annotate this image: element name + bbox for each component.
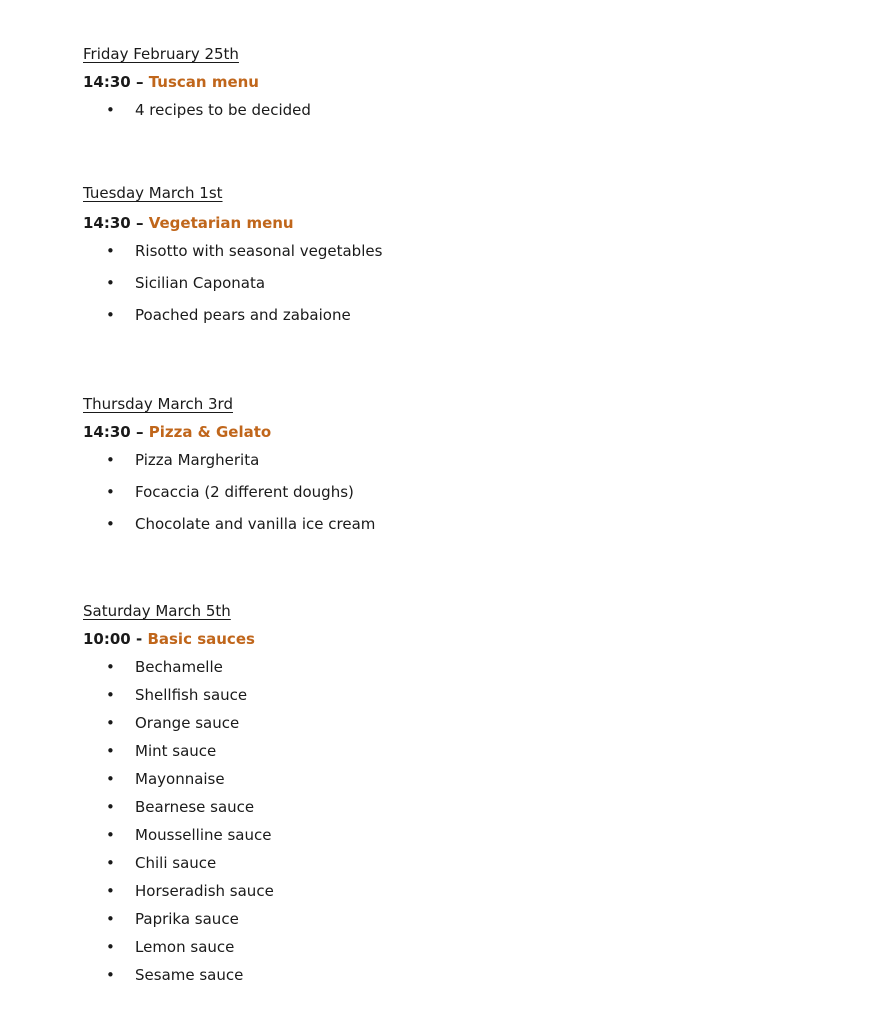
bullet-icon: • (106, 854, 115, 872)
list-item-label: Paprika sauce (135, 910, 239, 928)
list-item-label: Pizza Margherita (135, 451, 260, 469)
list-item (83, 741, 783, 761)
section-date: Friday February 25th (83, 45, 239, 63)
list-item-label: Lemon sauce (135, 938, 235, 956)
section-date: Thursday March 3rd (83, 395, 233, 413)
section-heading (83, 629, 783, 649)
bullet-icon: • (106, 101, 115, 119)
schedule-section-saturday (83, 601, 783, 993)
list-item (83, 881, 783, 901)
bullet-icon: • (106, 770, 115, 788)
list-item (83, 853, 783, 873)
schedule-section-thursday (83, 394, 783, 546)
list-item (83, 657, 783, 677)
list-item-label: Risotto with seasonal vegetables (135, 242, 383, 260)
bullet-icon: • (106, 826, 115, 844)
bullet-icon: • (106, 658, 115, 676)
list-item (83, 685, 783, 705)
bullet-icon: • (106, 306, 115, 324)
bullet-icon: • (106, 242, 115, 260)
section-separator: – (135, 214, 144, 232)
list-item-label: Focaccia (2 different doughs) (135, 483, 354, 501)
list-item-label: Sesame sauce (135, 966, 244, 984)
section-time: 10:00 (83, 630, 131, 648)
section-menu-title: Tuscan menu (148, 73, 259, 91)
list-item (83, 450, 783, 470)
list-item-label: Mayonnaise (135, 770, 225, 788)
section-menu-title: Basic sauces (147, 630, 255, 648)
schedule-section-friday (83, 44, 783, 128)
list-item-label: Chocolate and vanilla ice cream (135, 515, 376, 533)
section-time: 14:30 (83, 73, 131, 91)
list-item (83, 514, 783, 534)
list-item (83, 305, 783, 325)
list-item (83, 273, 783, 293)
list-item-label: Shellfish sauce (135, 686, 248, 704)
bullet-icon: • (106, 451, 115, 469)
recipe-list (83, 100, 783, 120)
recipe-list (83, 657, 783, 985)
list-item (83, 482, 783, 502)
list-item-label: Sicilian Caponata (135, 274, 266, 292)
bullet-icon: • (106, 515, 115, 533)
bullet-icon: • (106, 798, 115, 816)
list-item-label: Bechamelle (135, 658, 223, 676)
bullet-icon: • (106, 742, 115, 760)
section-date: Tuesday March 1st (83, 184, 223, 202)
list-item (83, 909, 783, 929)
section-heading (83, 72, 783, 92)
list-item (83, 769, 783, 789)
list-item (83, 713, 783, 733)
section-menu-title: Pizza & Gelato (148, 423, 272, 441)
list-item-label: Orange sauce (135, 714, 240, 732)
section-menu-title: Vegetarian menu (148, 214, 294, 232)
section-heading (83, 213, 783, 233)
section-time: 14:30 (83, 214, 131, 232)
section-time: 14:30 (83, 423, 131, 441)
list-item-label: 4 recipes to be decided (135, 101, 311, 119)
list-item (83, 797, 783, 817)
section-separator: – (135, 73, 144, 91)
list-item (83, 825, 783, 845)
section-date: Saturday March 5th (83, 602, 231, 620)
list-item (83, 937, 783, 957)
list-item-label: Horseradish sauce (135, 882, 274, 900)
list-item-label: Poached pears and zabaione (135, 306, 351, 324)
bullet-icon: • (106, 966, 115, 984)
bullet-icon: • (106, 910, 115, 928)
bullet-icon: • (106, 686, 115, 704)
list-item-label: Bearnese sauce (135, 798, 255, 816)
section-separator: - (135, 630, 143, 648)
section-separator: – (135, 423, 144, 441)
bullet-icon: • (106, 714, 115, 732)
list-item (83, 241, 783, 261)
bullet-icon: • (106, 274, 115, 292)
recipe-list (83, 450, 783, 534)
list-item-label: Mousselline sauce (135, 826, 272, 844)
schedule-section-tuesday (83, 183, 783, 337)
bullet-icon: • (106, 483, 115, 501)
section-heading (83, 422, 783, 442)
list-item (83, 965, 783, 985)
bullet-icon: • (106, 882, 115, 900)
list-item (83, 100, 783, 120)
list-item-label: Chili sauce (135, 854, 217, 872)
recipe-list (83, 241, 783, 325)
list-item-label: Mint sauce (135, 742, 217, 760)
bullet-icon: • (106, 938, 115, 956)
